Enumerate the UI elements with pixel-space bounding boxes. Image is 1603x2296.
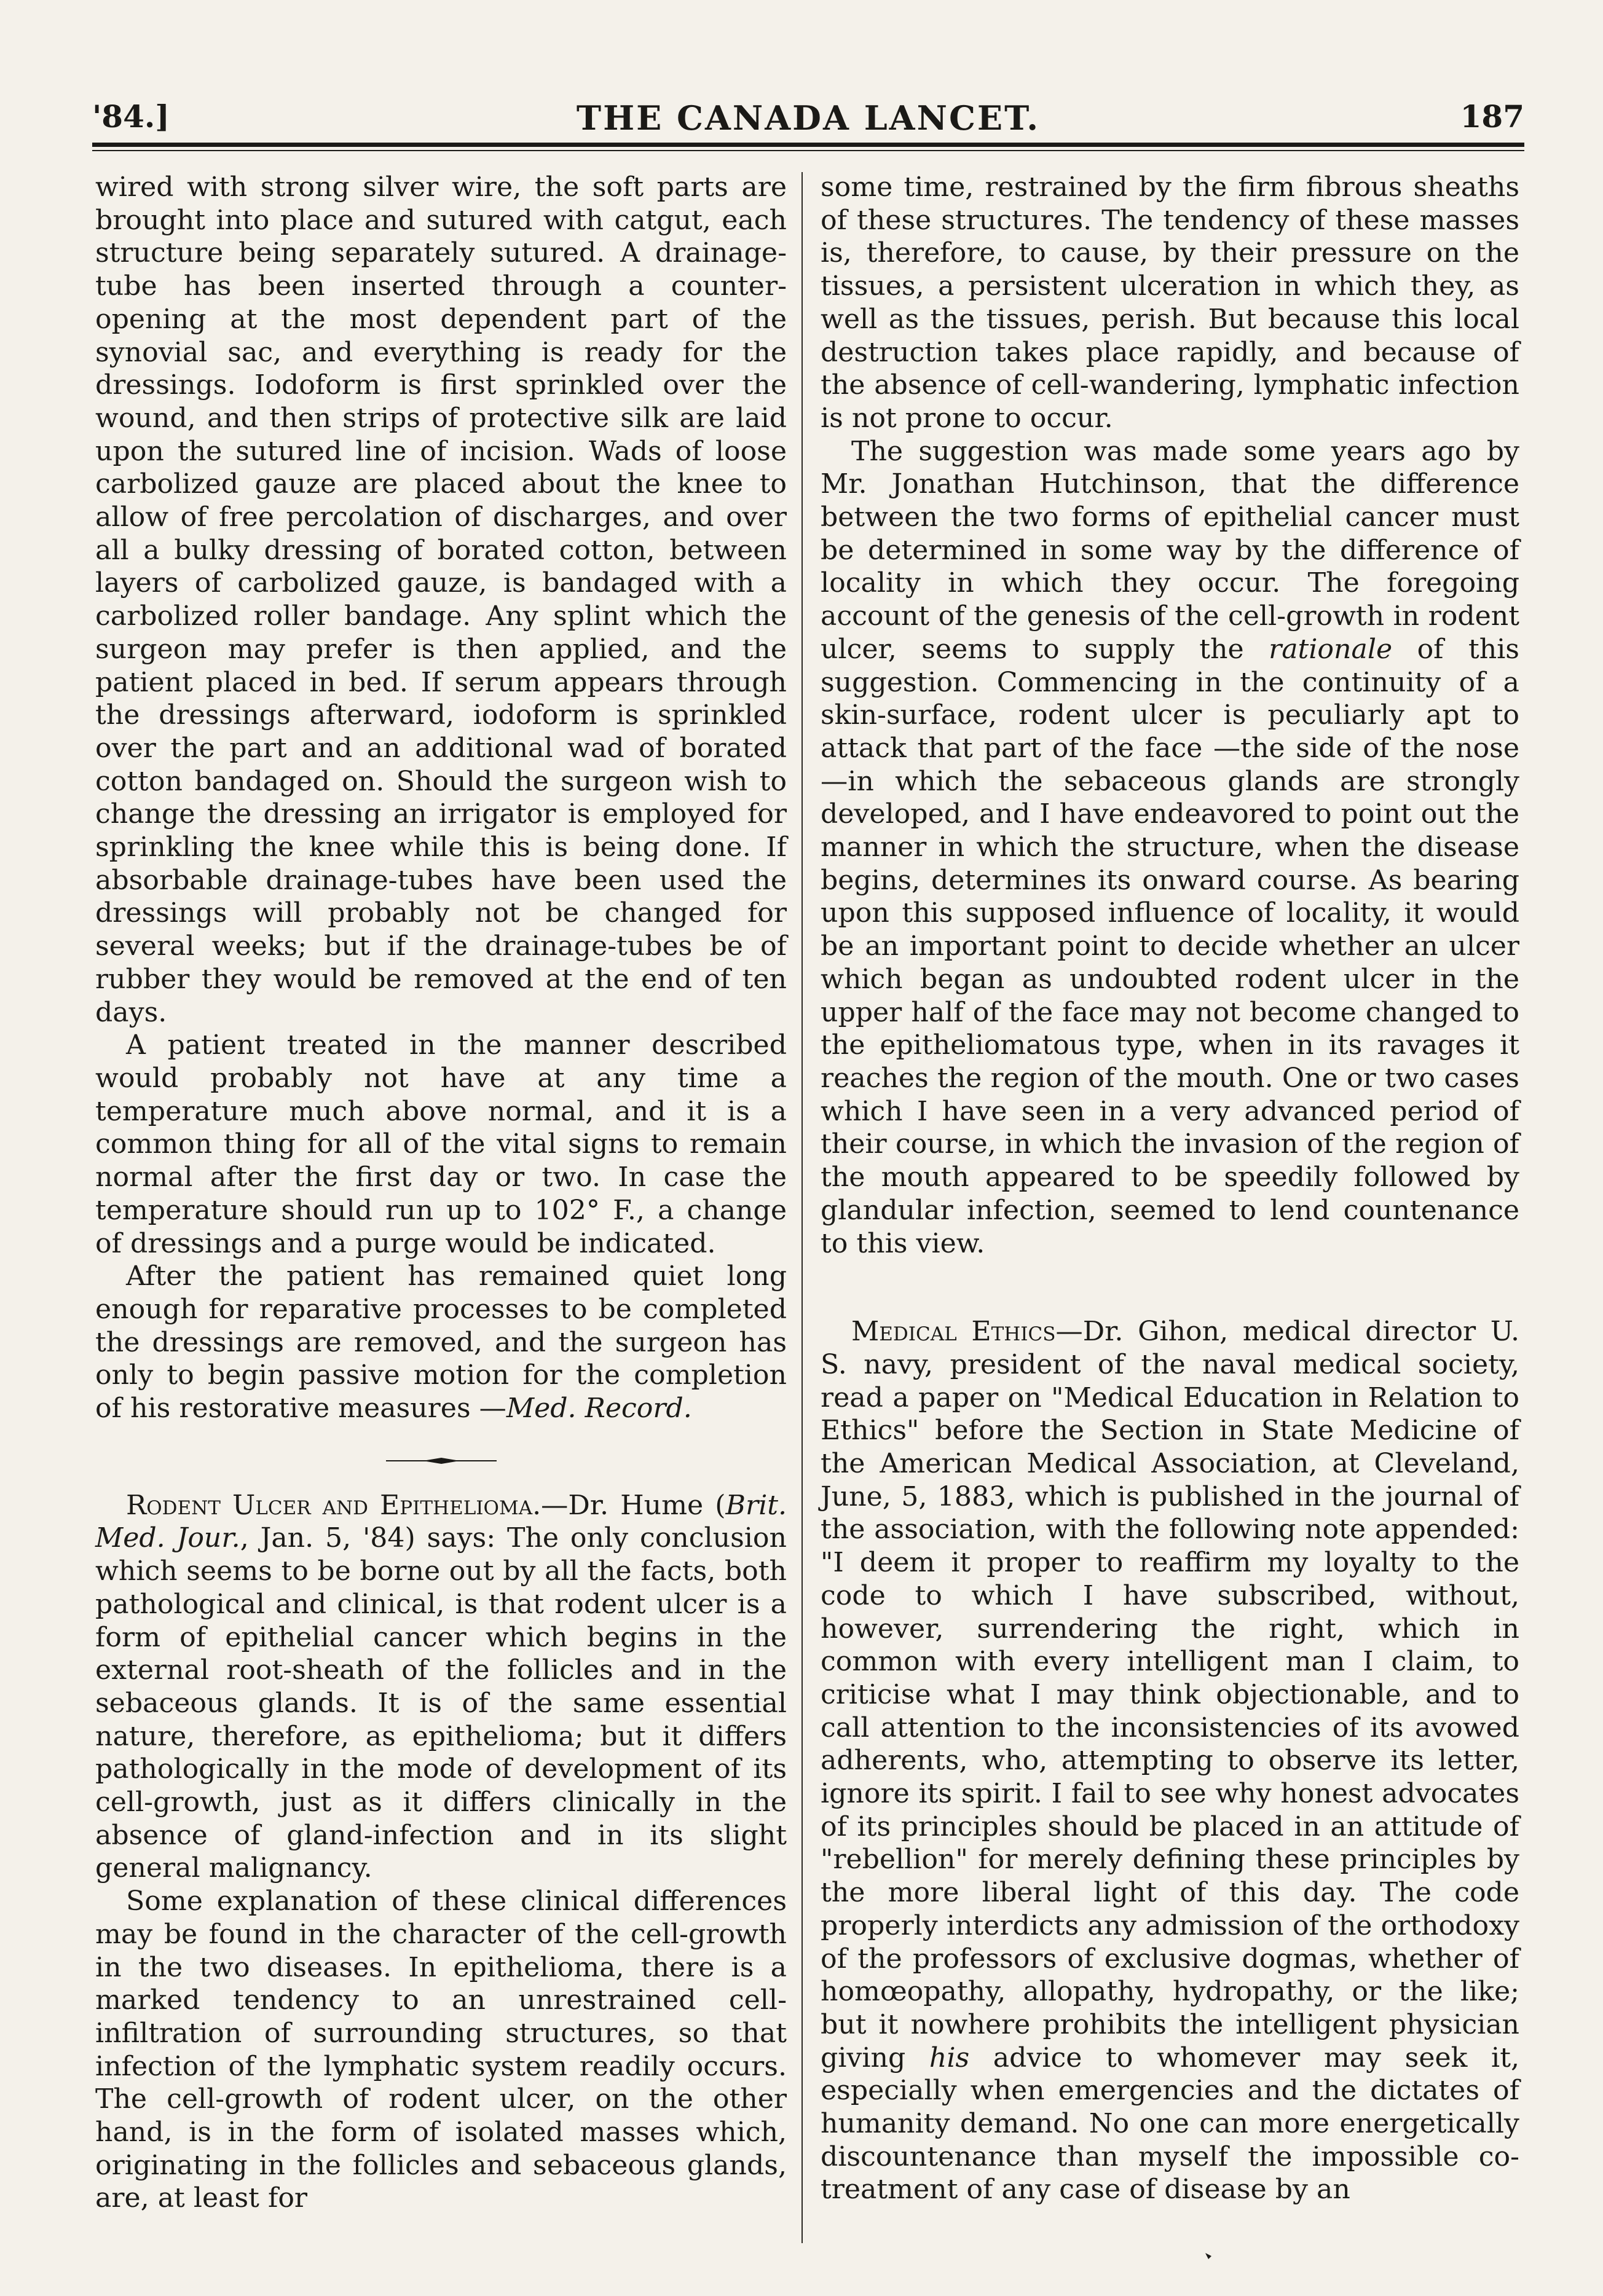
ornament-dash-icon (386, 1455, 497, 1467)
emphasis: rationale (1269, 633, 1393, 665)
article-heading: Rodent Ulcer and Epithelioma. (126, 1489, 542, 1521)
paragraph: Some explanation of these clinical differences may be found in the character of the cell-growth in the two diseases. In epithelioma, there is a marked tendency to an unrestrained cell-infiltration of surrounding structures, so that infection of the lymphatic system readily occurs. The cell-growth of rodent ulcer, on the other hand, is in the form of isolated masses which, originating in the follicles and sebaceous glands, are, at least for (95, 1885, 787, 2214)
paragraph-text: —Dr. Gihon, medical director U. S. navy, president of the naval medical society, read a paper on "Medical Education in Relation to Ethics" before the Section in State Medicine of the American Medical Association, at Cleveland, June, 5, 1883, which is published in the journal of the association, with the following note appended: "I deem it proper to reaffirm my loyalty to the code to which I have subscribed, without, however, surrendering the right, which in common with every intelligent man I claim, to criticise what I may think objectionable, and to call attention to the inconsistencies of its avowed adherents, who, attempting to observe its letter, ignore its spirit. I fail to see why honest advocates of its principles should be placed in an attitude of "rebellion" for merely defining these principles by the more liberal light of this day. The code properly interdicts any admission of the orthodoxy of the professors of exclusive dogmas, whether of homœopathy, allopathy, hydropathy, or the like; but it nowhere prohibits the intelligent physician giving (821, 1316, 1519, 2074)
right-column (821, 171, 1519, 2206)
source-citation: Brit. Med. Jour. (95, 1489, 787, 1554)
paragraph-text: After the patient has remained quiet long enough for reparative processes to be completed the dressings are removed, and the surgeon has only to begin passive motion for the completion of his restorative measures — (95, 1260, 787, 1425)
paragraph-text: advice to whomever may seek it, especially when emergencies and the dictates of humanity demand. No one can more energetically discountenance than myself the impossible co-treatment of any case of disease by an (821, 2042, 1519, 2206)
paragraph-text: The suggestion was made some years ago by Mr. Jonathan Hutchinson, that the difference between the two forms of epithelial cancer must be determined in some way by the difference of locality in which they occur. The foregoing account of the genesis of the cell-growth in rodent ulcer, seems to supply the (821, 435, 1519, 665)
paragraph: wired with strong silver wire, the soft parts are brought into place and sutured with catgut, each structure being separately sutured. A drainage-tube has been inserted through a counter-opening at the most dependent part of the synovial sac, and everything is ready for the dressings. Iodoform is first sprinkled over the wound, and then strips of protective silk are laid upon the sutured line of incision. Wads of loose carbolized gauze are placed about the knee to allow of free percolation of discharges, and over all a bulky dressing of borated cotton, between layers of carbolized gauze, is bandaged with a carbolized roller bandage. Any splint which the surgeon may prefer is then applied, and the patient placed in bed. If serum appears through the dressings afterward, iodoform is sprinkled over the part and an additional wad of borated cotton bandaged on. Should the surgeon wish to change the dressing an irrigator is employed for sprinkling the knee while this is being done. If absorbable drainage-tubes have been used the dressings will probably not be changed for several weeks; but if the drainage-tubes be of rubber they would be removed at the end of ten days. (95, 171, 787, 1028)
paragraph (821, 435, 1519, 1260)
paragraph: A patient treated in the manner described would probably not have at any time a temperature much above normal, and it is a common thing for all of the vital signs to remain normal after the first day or two. In case the temperature should run up to 102° F., a change of dressings and a purge would be indicated. (95, 1029, 787, 1259)
left-column (95, 171, 787, 2215)
paragraph-text: —Dr. Hume ( (541, 1489, 726, 1521)
header-rule-thin (92, 150, 1524, 151)
ink-speck-icon (1205, 2252, 1212, 2260)
emphasis: his (929, 2042, 970, 2074)
article-paragraph (821, 1315, 1519, 2206)
paragraph-text: , Jan. 5, '84) says: The only conclusion which seems to be borne out by all the facts, both pathological and clinical, is that rodent ulcer is a form of epithelial cancer which begins in the external root-sheath of the follicles and in the sebaceous glands. It is of the same essential nature, therefore, as epithelioma; but it differs pathologically in the mode of development of its cell-growth, just as it differs clinically in the absence of gland-infection and in its slight general malignancy. (95, 1522, 787, 1884)
column-divider (802, 172, 803, 2243)
page-number: 187 (1460, 98, 1524, 135)
paragraph-text: of this suggestion. Commencing in the continuity of a skin-surface, rodent ulcer is peculiarly apt to attack that part of the face —the side of the nose—in which the sebaceous glands are strongly developed, and I have endeavored to point out the manner in which the structure, when the disease begins, determines its onward course. As bearing upon this supposed influence of locality, it would be an important point to decide whether an ulcer which began as undoubted rodent ulcer in the upper half of the face may not become changed to the epitheliomatous type, when in its ravages it reaches the region of the mouth. One or two cases which I have seen in a very advanced period of their course, in which the invasion of the region of the mouth appeared to be speedily followed by glandular infection, seemed to lend countenance to this view. (821, 633, 1519, 1259)
section-spacer (821, 1260, 1519, 1315)
paragraph (95, 1260, 787, 1425)
article-paragraph (95, 1489, 787, 1885)
volume-label: '84.] (92, 98, 170, 135)
source-citation: Med. Record. (506, 1393, 692, 1425)
running-header (92, 98, 1524, 147)
header-rule (92, 143, 1524, 147)
journal-title: THE CANADA LANCET. (576, 98, 1041, 138)
article-heading: Medical Ethics (851, 1316, 1056, 1348)
paragraph: some time, restrained by the firm fibrous sheaths of these structures. The tendency of these masses is, therefore, to cause, by their pressure on the tissues, a persistent ulceration in which they, as well as the tissues, perish. But because this local destruction takes place rapidly, and because of the absence of cell-wandering, lymphatic infection is not prone to occur. (821, 171, 1519, 434)
